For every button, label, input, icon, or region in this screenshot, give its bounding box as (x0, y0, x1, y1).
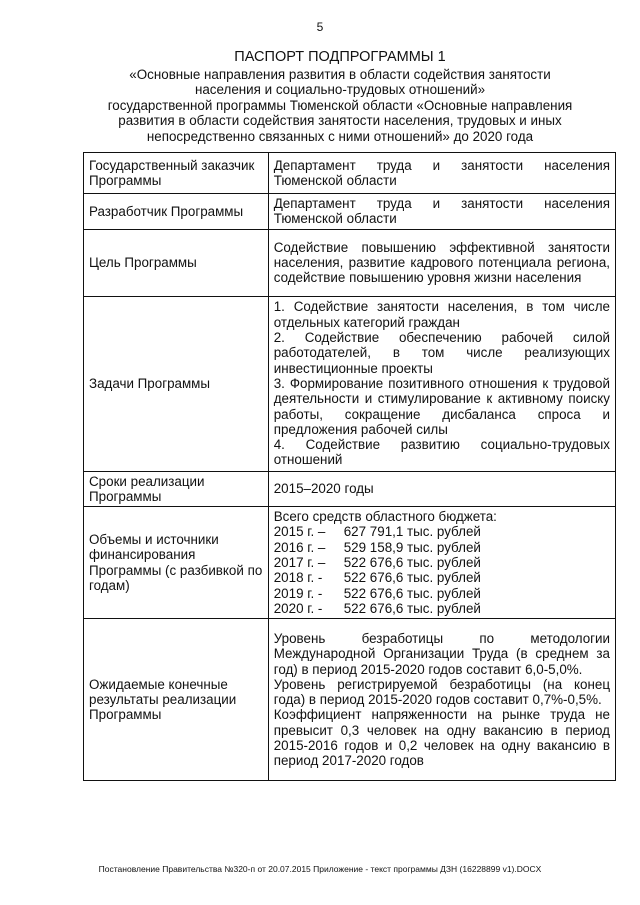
document-title (60, 50, 620, 144)
row-value (268, 296, 615, 471)
row-customer (84, 153, 616, 194)
funding-amount: 522 676,6 тыс. рублей (343, 555, 481, 571)
row-results (84, 619, 616, 781)
row-label: Задачи Программы (84, 296, 269, 471)
funding-amount: 522 676,6 тыс. рублей (343, 570, 481, 586)
row-value (268, 619, 615, 781)
row-label: Государственный заказчик Программы (84, 153, 269, 194)
row-value: 2015–2020 годы (268, 471, 615, 507)
funding-amount: 522 676,6 тыс. рублей (343, 600, 481, 616)
row-terms (84, 471, 616, 507)
funding-year: 2019 г. - (273, 585, 323, 601)
funding-year-row (274, 555, 610, 570)
title-line: «Основные направления развития в области содействия занятости (129, 66, 551, 82)
funding-amount: 529 158,9 тыс. рублей (343, 539, 481, 555)
row-label: Цель Программы (84, 229, 269, 296)
funding-year: 2017 г. – (273, 555, 326, 571)
funding-total: Всего средств областного бюджета: (273, 509, 497, 525)
funding-year-row (274, 570, 610, 585)
result-item: Коэффициент напряженности на рынке труда не превысит 0,3 человек на одну вакансию в период 2015-2016 годов и 0,2 человек на одну вакансию в период 2017-2020 годов (273, 707, 610, 769)
title-line: населения и социально-трудовых отношений» (194, 82, 486, 97)
row-goal (84, 229, 616, 296)
row-label: Объемы и источники финансирования Программы (с разбивкой по годам) (84, 507, 269, 619)
page-footer: Постановление Правительства №320-п от 20.07.2015 Приложение - текст программы ДЗН (16228899 v1).DOCX (98, 864, 542, 874)
funding-amount: 627 791,1 тыс. рублей (343, 524, 481, 540)
row-label: Разработчик Программы (84, 194, 269, 230)
task-item: 3. Формирование позитивного отношения к трудовой деятельности и стимулирование к активному поиску работы, сокращение дисбаланса спроса и предложения рабочей силы (273, 375, 610, 437)
page-number: 5 (316, 20, 324, 34)
row-developer (84, 194, 616, 230)
funding-year: 2018 г. - (273, 570, 323, 586)
result-item: Уровень безработицы по методологии Международной Организации Труда (в среднем за год) в период 2015-2020 годов составит 6,0-5,0%. (273, 630, 610, 677)
funding-year: 2020 г. - (273, 600, 323, 616)
title-main: ПАСПОРТ ПОДПРОГРАММЫ 1 (234, 49, 446, 65)
funding-year-row (274, 540, 610, 555)
funding-year-row (274, 586, 610, 601)
row-value: Содействие повышению эффективной занятости населения, развитие кадрового потенциала региона, содействие повышению уровня жизни населения (268, 229, 615, 296)
funding-year-row (274, 524, 610, 539)
result-item: Уровень регистрируемой безработицы (на конец года) в период 2015-2020 годов составит 0,7%-0,5%. (273, 676, 610, 708)
title-line: непосредственно связанных с ними отношений» до 2020 года (146, 128, 534, 144)
task-item: 4. Содействие развитию социально-трудовых отношений (273, 437, 610, 468)
task-item: 2. Содействие обеспечению рабочей силой работодателей, в том числе реализующих инвестиционные проекты (273, 330, 610, 376)
funding-year: 2016 г. – (273, 539, 326, 555)
funding-amount: 522 676,6 тыс. рублей (343, 585, 481, 601)
passport-table (83, 152, 616, 781)
funding-year: 2015 г. – (273, 524, 326, 540)
row-value: Департамент труда и занятости населения Тюменской области (268, 153, 615, 194)
task-item: 1. Содействие занятости населения, в том числе отдельных категорий граждан (273, 299, 610, 330)
funding-year-row (274, 601, 610, 616)
row-value (268, 507, 615, 619)
row-tasks (84, 296, 616, 471)
title-line: развития в области содействия занятости населения, трудовых и иных (118, 113, 562, 128)
row-funding (84, 507, 616, 619)
row-value: Департамент труда и занятости населения Тюменской области (268, 194, 615, 230)
row-label: Сроки реализации Программы (84, 471, 269, 507)
title-line: государственной программы Тюменской области «Основные направления (107, 97, 573, 113)
row-label: Ожидаемые конечные результаты реализации Программы (84, 619, 269, 781)
